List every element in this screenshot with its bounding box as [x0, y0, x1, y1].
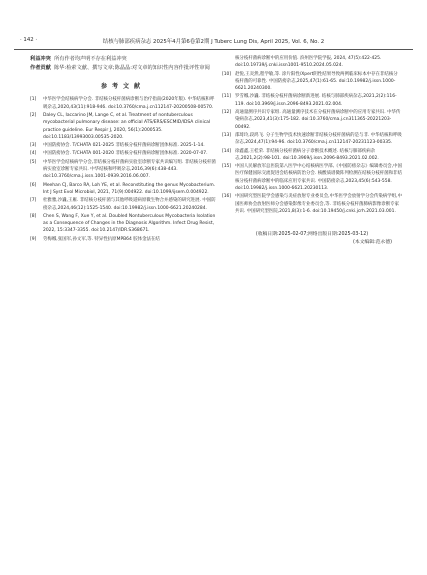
reference-list-right — [222, 55, 402, 215]
reference-text: Daley CL, Iaccarino JM, Lange C, et al. Treatment of nontuberculous mycobacterial pulmonary disease: an official ATS/ERS/ESCMID/IDSA clinical practice guideline. Eur Respir J, 2020, 56(1):2000535. doi:10.1183/13993003.00535-2020. — [43, 113, 211, 140]
journal-title-line: 结核与肺部疾病杂志 2025年4月第6卷第2期 J Tuberc Lung Dis, April 2025, Vol. 6, No. 2 — [102, 39, 325, 45]
reference-text: 核分枝杆菌病诊断中的应用价值. 滨州医学院学报, 2024, 47(5):422-425. doi:10.19739/j.cnki.issn1001-9510.2024.05.024. — [235, 56, 382, 69]
reference-item — [222, 132, 402, 147]
reference-text: 赵悦,王炎然,程学敏,等. 涂片阳性/Xpert阴性结果导致两例临床标本中存在非结核分枝杆菌的可靠性. 中国防痨杂志,2025,47(1):61-65. doi:10.19982/j.issn.1000-6621.20240300. — [235, 71, 398, 92]
reference-text: 中国防痨协会. T/CHATA 021-2025 非结核分枝杆菌病诊断团体标准. 2025-1-14. — [43, 143, 205, 149]
reference-number: [11] — [222, 94, 232, 100]
reference-number: [3] — [30, 143, 37, 149]
reference-list-left — [30, 96, 216, 243]
reference-number: [1] — [30, 97, 37, 103]
reference-text: 劳梅娜,张国军,孙文军,等. 特异性抗原MPB64 胶体金法在结 — [43, 236, 160, 242]
reference-item — [222, 148, 402, 163]
reference-item — [30, 197, 216, 212]
reference-text: 中国研究型医院学会感染与炎症放射专业委员会,中华医学会放射学分会传染病学组,中国医师协会放射医师分会感染影像专业委员会,等. 非结核分枝杆菌肺病影像诊断专家共识. 中国研究型医院,2021,8(3):1-6. doi:10.19450/j.cnki.jcrh.2021.03.001. — [235, 194, 403, 214]
reference-item — [30, 112, 216, 141]
reference-number: [14] — [222, 148, 232, 154]
reference-number: [16] — [222, 194, 232, 200]
reference-text: 高通量测序共识专家组. 高通量测序技术在分枝杆菌病诊断中的应用专家共识. 中华传染病杂志,2023,41(3):175-182. doi:10.3760/cma.j.cn311365-20221203-00492. — [235, 110, 401, 130]
references-heading: 参考文献 — [100, 83, 145, 91]
reference-item — [222, 71, 402, 93]
reference-number: [10] — [222, 71, 232, 77]
reference-number: [7] — [30, 198, 37, 204]
reference-number: [12] — [222, 110, 232, 116]
conflict-statement — [30, 55, 216, 64]
reference-text: Meehan CJ, Barco RA, Loh YE, et al. Reconstituting the genus Mycobacterium. Int J Syst Evol Microbiol, 2021, 71(9):004922. doi:10.1099/ijsem.0.004922. — [43, 182, 216, 195]
reference-text: 中国防痨协会. T/CHATA 001-2020 非结核分枝杆菌病诊断团体标准. 2020-07-07. — [43, 151, 208, 157]
reference-number: [2] — [30, 113, 37, 118]
author-contribution — [30, 64, 216, 73]
reference-number: [15] — [222, 164, 232, 170]
reference-text: Chen S, Wang F, Xue Y, et al. Doubled Nontuberculous Mycobacteria Isolation as a Consequence of Changes in the Diagnosis Algorithm. Infect Drug Resist, 2022, 15:3347-3355. doi:10.2147/IDR.S368671. — [43, 213, 216, 234]
reference-number: [13] — [222, 132, 232, 138]
reference-item — [222, 109, 402, 131]
reference-item — [30, 96, 216, 111]
reference-text: 中华医学会结核病学分会. 非结核分枝杆菌病诊断与治疗指南(2020年版). 中华结核和呼吸杂志,2020,43(11):918-946. doi:10.3760/cma.j.cn112147-20200508-00570. — [43, 97, 215, 110]
reference-item — [30, 159, 216, 181]
reference-item — [30, 213, 216, 235]
reference-number: [8] — [30, 213, 37, 219]
received-date-line: (收稿日期:2025-02-07;网络出版日期:2025-03-12) — [255, 232, 369, 238]
reference-text: 杜雅雅,沙巍,王雁. 非结核分枝杆菌与其他呼吸道病原微生物合并感染的研究进展. 中国防痨杂志,2024,46(12):1525-1540. doi:10.19982/j.issn.1000-6621.20240284. — [43, 198, 216, 211]
editor-credit: (本文编辑:范永德) — [353, 240, 392, 246]
reference-number: [6] — [30, 182, 37, 188]
reference-text: 中华医学会结核病学分会,非结核分枝杆菌病实验室诊断专家共识编写组. 非结核分枝杆菌病实验室诊断专家共识. 中华结核和呼吸杂志,2016,39(6):438-443. doi:10.3760/cma.j.issn.1001-0939.2016.06.007. — [43, 159, 216, 180]
reference-number: [4] — [30, 151, 37, 157]
right-column — [222, 55, 402, 247]
reference-item — [222, 163, 402, 192]
reference-item — [30, 182, 216, 197]
reference-number: [9] — [30, 236, 37, 242]
page-number: · 142 · — [20, 37, 38, 43]
reference-item — [30, 150, 216, 157]
reference-text: 邵琦玲,段鸿飞. 分子生物学技术快速诊断非结核分枝杆菌病的是与非. 中华结核和呼吸杂志,2024,47(1):94-96. doi:10.3760/cma.j.cn112147-20231123-00335. — [235, 132, 402, 146]
reference-item — [222, 193, 402, 215]
contrib-label: 作者贡献 — [30, 65, 51, 72]
reference-item-continued — [222, 55, 402, 70]
reference-number: [5] — [30, 159, 37, 165]
reference-text: 徐鑫鑫,王桂荣. 非结核分枝杆菌病分子诊断技术概述. 结核与肺部疾病杂志,2021,2(2):98-101. doi:10.3969/j.issn.2096-8493.2021.02.002. — [235, 148, 379, 161]
reference-text: 中国人民解放军总医院第八医学中心结核病医学部,《中国防痨杂志》编辑委员会,中国医疗保健国际交流促进会结核病防治分会. 核酸质谱微阵列检测在结核分枝杆菌和非结核分枝杆菌病诊断中的临床应用专家共识. 中国防痨杂志,2023,45(6):543-558. doi:10.19982/j.issn.1000-6621.20230113. — [235, 164, 403, 192]
contrib-text: 陈华:检索文献、撰写文章;陈晶晶:对文章的知识性内容作批评性审阅 — [54, 65, 210, 72]
header-rule — [14, 49, 413, 50]
conflict-text: 所有作者均声明不存在利益冲突 — [54, 56, 127, 62]
running-header — [14, 36, 413, 47]
reference-item — [222, 93, 402, 108]
reference-text: 罗雪娜,沙巍. 非结核分枝杆菌病诊断新进展. 结核与肺部疾病杂志,2021,2(2):116-119. doi:10.3969/j.issn.2096-8493.2021.02.004. — [235, 94, 397, 107]
left-column — [30, 55, 216, 244]
conflict-label: 利益冲突 — [30, 56, 51, 62]
reference-item — [30, 236, 216, 243]
reference-item — [30, 142, 216, 149]
